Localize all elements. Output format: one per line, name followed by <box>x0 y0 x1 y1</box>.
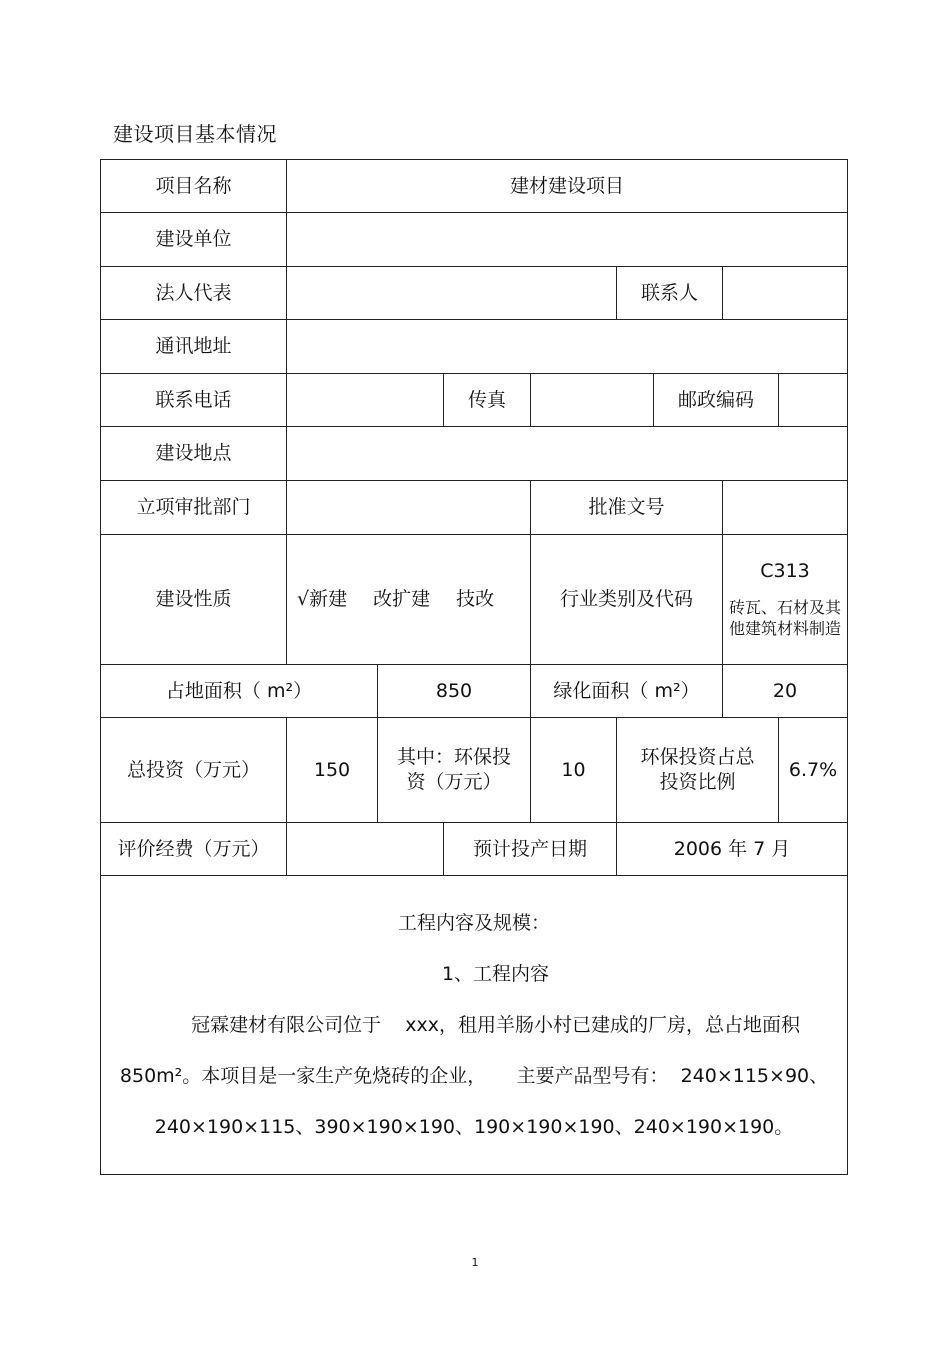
content-para-line1: 冠霖建材有限公司位于 xxx，租用羊肠小村已建成的厂房，总占地面积 <box>191 1013 800 1036</box>
invest-label: 总投资（万元） <box>101 718 287 823</box>
project-name-label: 项目名称 <box>101 160 287 213</box>
phone-value[interactable] <box>287 374 444 427</box>
content-heading: 工程内容及规模： <box>398 911 551 934</box>
area-value[interactable]: 850 <box>378 665 531 718</box>
env-invest-label-line2: 资（万元） <box>406 771 502 793</box>
env-ratio-label <box>617 718 779 823</box>
phone-label: 联系电话 <box>101 374 287 427</box>
unit-label: 建设单位 <box>101 213 287 267</box>
project-content-cell <box>101 876 848 1175</box>
legal-rep-label: 法人代表 <box>101 267 287 320</box>
industry-name: 砖瓦、石材及其他建筑材料制造 <box>729 598 842 638</box>
fee-value[interactable] <box>287 823 444 876</box>
fee-label: 评价经费（万元） <box>101 823 287 876</box>
check-mark: √ <box>297 588 310 611</box>
env-invest-value[interactable]: 10 <box>531 718 617 823</box>
project-info-table <box>100 159 848 1175</box>
env-ratio-label-line1: 环保投资占总 <box>640 746 755 769</box>
env-ratio-value[interactable]: 6.7% <box>779 718 848 823</box>
date-label: 预计投产日期 <box>444 823 617 876</box>
address-value[interactable] <box>287 320 848 374</box>
content-subheading: 1、工程内容 <box>441 962 550 985</box>
industry-code: C313 <box>760 560 810 583</box>
dept-value[interactable] <box>287 481 531 535</box>
area-label: 占地面积（ m²） <box>101 665 378 718</box>
section-title: 建设项目基本情况 <box>113 122 277 146</box>
invest-value[interactable]: 150 <box>287 718 378 823</box>
contact-value[interactable] <box>723 267 848 320</box>
contact-label: 联系人 <box>617 267 723 320</box>
env-invest-label <box>378 718 531 823</box>
green-label: 绿化面积（ m²） <box>531 665 723 718</box>
postcode-label: 邮政编码 <box>654 374 779 427</box>
approval-value[interactable] <box>723 481 848 535</box>
postcode-value[interactable] <box>779 374 848 427</box>
nature-label: 建设性质 <box>101 535 287 665</box>
fax-value[interactable] <box>531 374 654 427</box>
nature-option-expand[interactable]: 改扩建 <box>373 588 431 611</box>
site-value[interactable] <box>287 427 848 481</box>
nature-option-new[interactable]: 新建 <box>309 588 348 611</box>
env-invest-label-line1: 其中：环保投 <box>396 746 511 769</box>
site-label: 建设地点 <box>101 427 287 481</box>
fax-label: 传真 <box>444 374 531 427</box>
dept-label: 立项审批部门 <box>101 481 287 535</box>
env-ratio-label-line2: 投资比例 <box>659 771 736 793</box>
green-value[interactable]: 20 <box>723 665 848 718</box>
unit-value[interactable] <box>287 213 848 267</box>
project-name-value[interactable]: 建材建设项目 <box>287 160 848 213</box>
industry-value[interactable] <box>723 535 848 665</box>
nature-option-tech[interactable]: 技改 <box>456 588 495 611</box>
page-number: 1 <box>471 1256 479 1269</box>
approval-label: 批准文号 <box>531 481 723 535</box>
legal-rep-value[interactable] <box>287 267 617 320</box>
address-label: 通讯地址 <box>101 320 287 374</box>
content-para-line2: 850m²。本项目是一家生产免烧砖的企业， 主要产品型号有： 240×115×90、 <box>119 1064 829 1087</box>
industry-label: 行业类别及代码 <box>531 535 723 665</box>
nature-options <box>287 535 531 665</box>
date-value[interactable]: 2006 年 7 月 <box>617 823 848 876</box>
content-para-line3: 240×190×115、390×190×190、190×190×190、240×190×190。 <box>154 1115 794 1138</box>
